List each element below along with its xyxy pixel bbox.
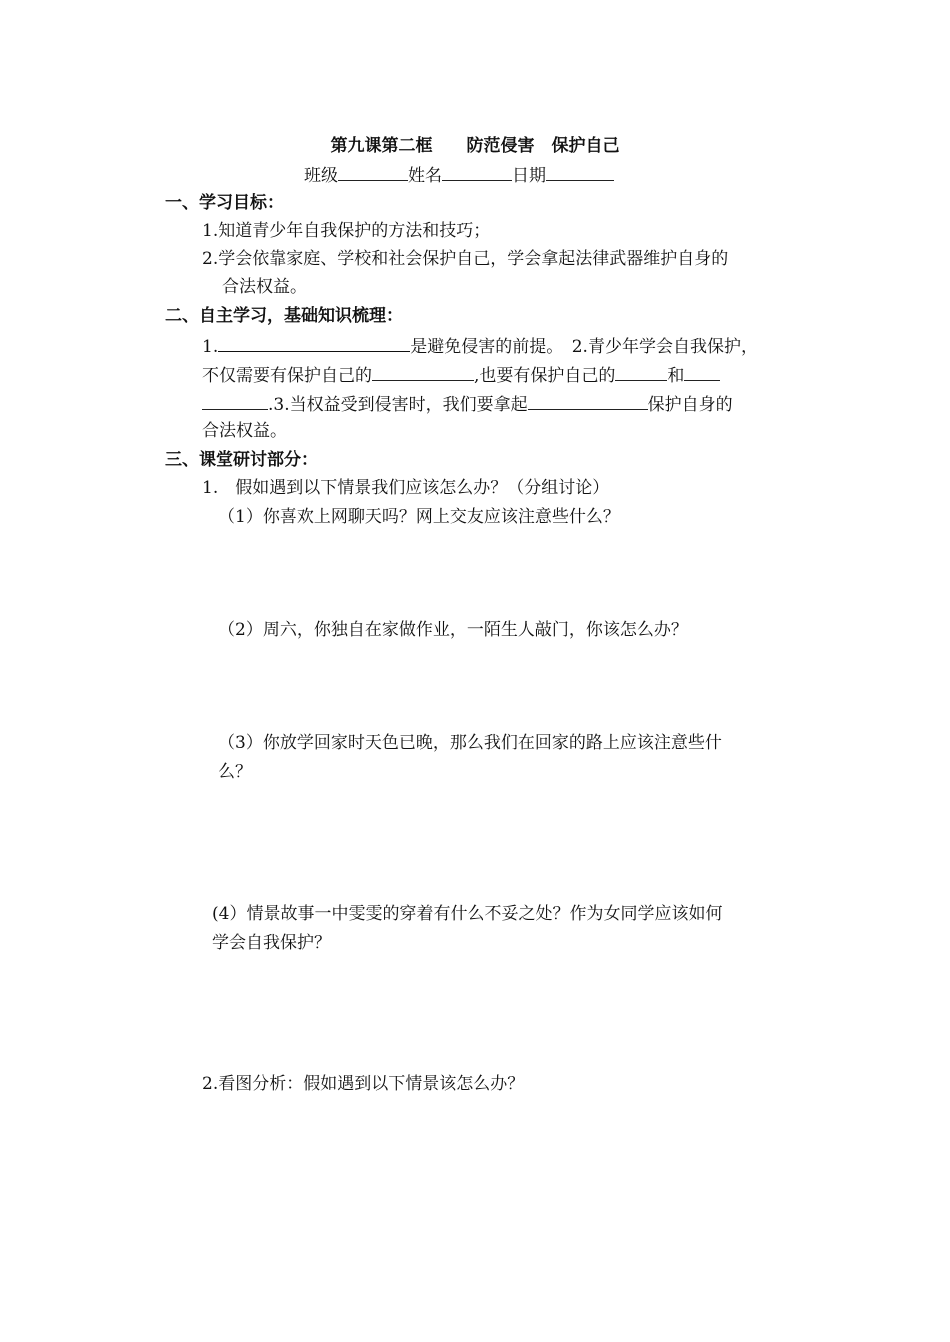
date-label: 日期 <box>512 166 546 186</box>
fill-blank[interactable] <box>218 333 410 352</box>
fill-blank[interactable] <box>372 362 474 381</box>
sub-question-3-cont: 么？ <box>218 762 252 782</box>
section3-heading: 三、课堂研讨部分： <box>165 450 318 470</box>
fill-text: 不仅需要有保护自己的 <box>202 366 372 386</box>
fill-text: 保护自身的 <box>647 395 733 415</box>
objective-item-cont: 合法权益。 <box>222 277 307 297</box>
fill-blank[interactable] <box>684 362 720 381</box>
name-label: 姓名 <box>408 166 442 186</box>
sub-question-2: （2）周六，你独自在家做作业，一陌生人敲门，你该怎么办？ <box>218 620 688 640</box>
sub-question-1: （1）你喜欢上网聊天吗？网上交友应该注意些什么？ <box>218 507 620 527</box>
fill-text: 是避免侵害的前提。 2.青少年学会自我保护， <box>410 337 758 357</box>
fill-line-2 <box>202 362 720 388</box>
fill-text: 和 <box>667 366 685 386</box>
fill-blank[interactable] <box>615 362 667 381</box>
name-blank[interactable] <box>442 162 512 181</box>
sub-question-4: (4）情景故事一中雯雯的穿着有什么不妥之处？作为女同学应该如何 <box>212 904 723 924</box>
sub-question-4-cont: 学会自我保护？ <box>212 933 331 953</box>
class-label: 班级 <box>304 166 338 186</box>
date-blank[interactable] <box>546 162 614 181</box>
page-title: 第九课第二框 防范侵害 保护自己 <box>330 136 620 156</box>
item-number: 1. <box>202 337 219 357</box>
question-2: 2.看图分析：假如遇到以下情景该怎么办？ <box>202 1074 525 1094</box>
question-1: 1. 假如遇到以下情景我们应该怎么办？（分组讨论） <box>202 478 610 498</box>
fill-text: ,也要有保护自己的 <box>474 366 616 386</box>
objective-item: 1.知道青少年自我保护的方法和技巧； <box>202 221 491 241</box>
fill-blank[interactable] <box>202 391 268 410</box>
info-line <box>304 162 614 188</box>
objective-item: 2.学会依靠家庭、学校和社会保护自己，学会拿起法律武器维护自身的 <box>202 249 729 269</box>
fill-line-4: 合法权益。 <box>202 421 287 441</box>
section1-heading: 一、学习目标： <box>165 193 284 213</box>
fill-blank[interactable] <box>528 391 648 410</box>
fill-line-1 <box>202 333 758 359</box>
sub-question-3: （3）你放学回家时天色已晚，那么我们在回家的路上应该注意些什 <box>218 733 722 753</box>
fill-text: .3.当权益受到侵害时，我们要拿起 <box>268 395 528 415</box>
fill-line-3 <box>202 391 733 417</box>
class-blank[interactable] <box>338 162 408 181</box>
section2-heading: 二、自主学习，基础知识梳理： <box>165 306 403 326</box>
